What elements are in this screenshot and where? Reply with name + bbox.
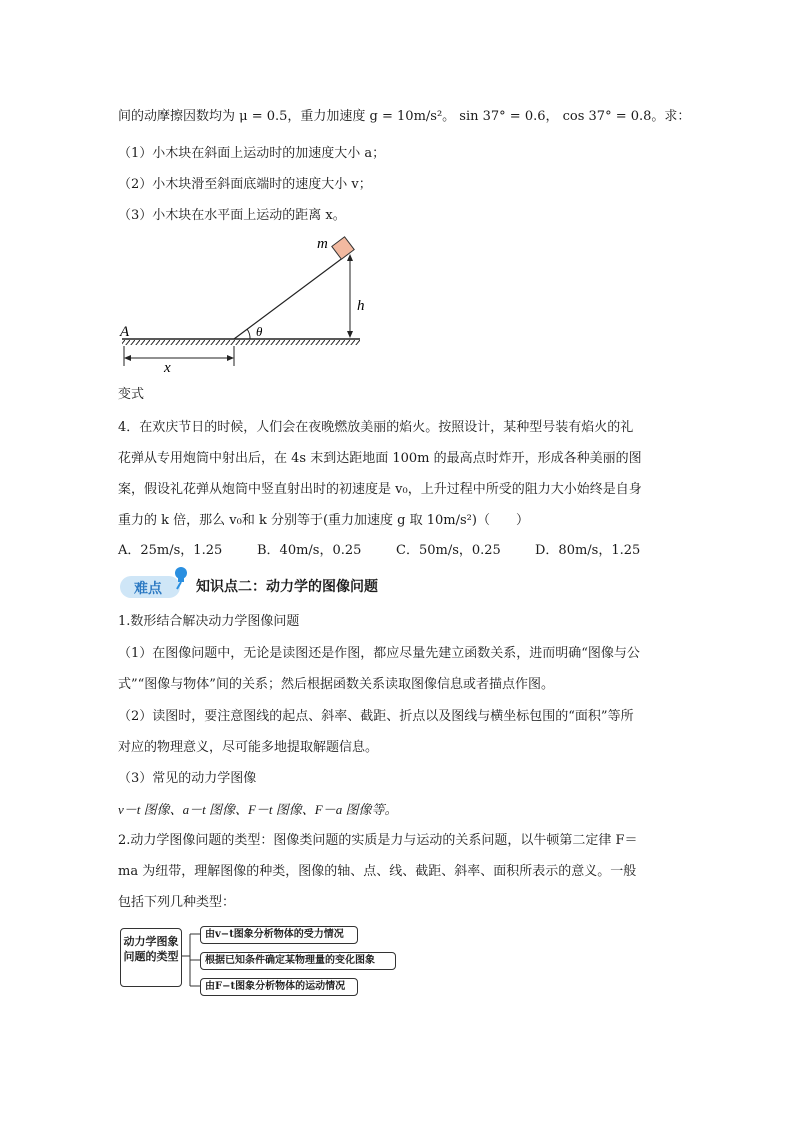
flow-root: [120, 928, 182, 987]
variant-line-1: 4．在欢庆节日的时候，人们会在夜晚燃放美丽的焰火。按照设计，某种型号装有焰火的礼: [118, 420, 634, 435]
question-1: （1）小木块在斜面上运动时的加速度大小 a；: [118, 146, 386, 161]
variant-line-3: 案，假设礼花弹从炮筒中竖直射出时的初速度是 v₀，上升过程中所受的阻力大小始终是自身: [118, 482, 642, 497]
label-m: m: [317, 236, 328, 252]
s1-p3: （3）常见的动力学图像: [118, 771, 257, 786]
s1-p3-list: v－t 图像、a－t 图像、F－t 图像、F－a 图像等。: [118, 802, 398, 817]
option-b: B．40m/s，0.25: [257, 543, 362, 558]
question-3: （3）小木块在水平面上运动的距离 x。: [118, 208, 346, 223]
incline-figure: [110, 232, 370, 377]
s1-title: 1.数形结合解决动力学图像问题: [118, 614, 300, 629]
block-m: [332, 237, 354, 259]
s1-p1-line1: （1）在图像问题中，无论是读图还是作图，都应尽量先建立函数关系，进而明确“图像与公: [118, 646, 640, 661]
ground-hatch: [122, 340, 360, 345]
flow-branch-1: 由v−t图象分析物体的受力情况: [200, 926, 358, 944]
problem-intro: 间的动摩擦因数均为 μ = 0.5，重力加速度 g = 10m/s²。 sin 37° = 0.6， cos 37° = 0.8。求：: [118, 109, 691, 124]
pin-icon: [170, 566, 190, 590]
question-2: （2）小木块滑至斜面底端时的速度大小 v；: [118, 177, 372, 192]
flow-root-line1: 动力学图象: [123, 935, 179, 948]
flow-root-line2: 问题的类型: [123, 950, 179, 963]
variant-line-2: 花弹从专用炮筒中射出后，在 4s 末到达距地面 100m 的最高点时炸开，形成各种美丽的图: [118, 451, 642, 466]
angle-arc: [247, 329, 250, 339]
label-A: A: [120, 324, 130, 340]
s1-p1-line2: 式”“图像与物体”间的关系；然后根据函数关系读取图像信息或者描点作图。: [118, 677, 554, 692]
flow-connector: [182, 922, 202, 992]
difficulty-badge: [120, 574, 186, 598]
flow-branch-3: 由F−t图象分析物体的运动情况: [200, 978, 358, 996]
option-d: D．80m/s，1.25: [535, 543, 641, 558]
label-x: x: [164, 360, 171, 376]
variant-label: 变式: [118, 387, 145, 402]
variant-line-4: 重力的 k 倍，那么 v₀和 k 分别等于(重力加速度 g 取 10m/s²)（ ）: [118, 513, 529, 528]
s2-line3: 包括下列几种类型：: [118, 895, 236, 910]
s2-line1: 2.动力学图像问题的类型：图像类问题的实质是力与运动的关系问题，以牛顿第二定律 F＝: [118, 833, 638, 848]
flow-branch-2: 根据已知条件确定某物理量的变化图象: [200, 952, 396, 970]
s1-p2-line2: 对应的物理意义，尽可能多地提取解题信息。: [118, 740, 379, 755]
label-theta: θ: [256, 324, 263, 339]
option-c: C．50m/s，0.25: [396, 543, 501, 558]
answer-options: [118, 542, 640, 560]
badge-label: 难点: [134, 581, 162, 597]
section-title: 知识点二：动力学的图像问题: [196, 579, 378, 595]
label-h: h: [357, 298, 365, 314]
s2-line2: ma 为纽带，理解图像的种类，图像的轴、点、线、截距、斜率、面积所表示的意义。一般: [118, 864, 637, 879]
type-flowchart: [118, 922, 378, 992]
s1-p2-line1: （2）读图时，要注意图线的起点、斜率、截距、折点以及图线与横坐标包围的“面积”等所: [118, 709, 634, 724]
option-a: A．25m/s，1.25: [118, 543, 223, 558]
incline-line: [234, 254, 348, 339]
